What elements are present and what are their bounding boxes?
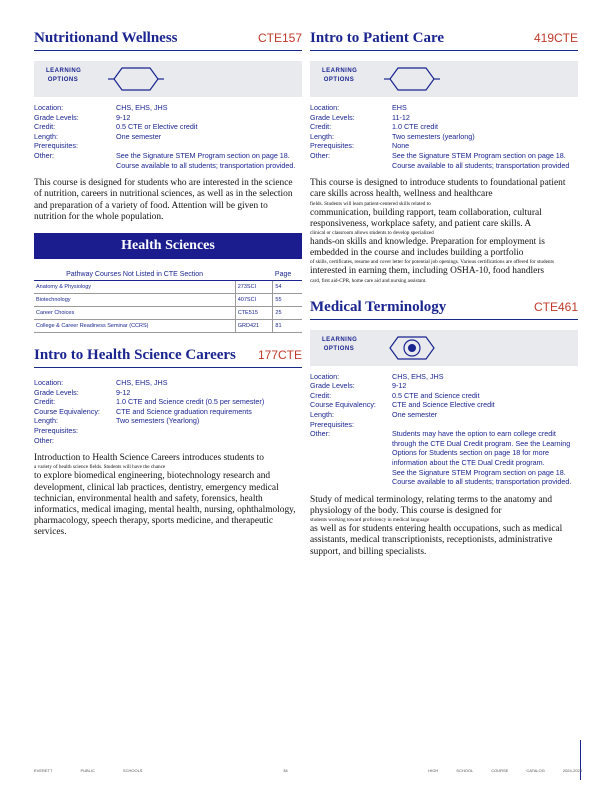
length-value: Two semesters (yearlong) — [392, 131, 475, 141]
course-name-cell: Biotechnology — [34, 293, 235, 306]
pathway-code-header — [235, 269, 273, 281]
prerequisites-label: Prerequisites: — [34, 425, 78, 435]
course-title: Intro to Patient Care — [310, 30, 445, 46]
footer-word: CATALOG — [526, 768, 545, 773]
prerequisites-value: None — [392, 141, 410, 151]
course-code: 419CTE — [533, 31, 578, 45]
grade-levels-label: Grade Levels: — [34, 112, 79, 122]
pathway-page-header: Page — [273, 269, 302, 281]
dual-credit-icon — [382, 334, 442, 362]
grade-levels-label: Grade Levels: — [310, 381, 355, 391]
course-equivalency-label: Course Equivalency: — [34, 406, 100, 416]
footer-word: PUBLIC — [80, 768, 95, 773]
other-value — [392, 429, 578, 487]
credit-value: 1.0 CTE and Science credit (0.5 per semester) — [116, 397, 265, 407]
course-code-cell: GRD421 — [235, 319, 273, 332]
intro-health-description — [34, 453, 302, 538]
learning-options-label: LEARNING OPTIONS — [46, 68, 82, 83]
credit-value: 1.0 CTE credit — [392, 122, 438, 132]
page-cell: 54 — [273, 280, 302, 293]
location-value: EHS — [392, 103, 407, 112]
other-dual-credit: Students may have the option to earn college credit through the CTE Dual Credit program. See the Learning Options for Students section on page 18 for more information about the CTE Dual Credit program. — [392, 429, 571, 467]
nutrition-description: This course is designed for students who are interested in the science of nutrition, careers in nutritional sciences, as well as in the selection and preparation of a variety of food. Attention will be given to nutrition for the whole population. — [34, 178, 293, 222]
table-row — [34, 280, 302, 293]
learning-options-label: LEARNING OPTIONS — [322, 68, 358, 83]
grade-levels-label: Grade Levels: — [34, 387, 79, 397]
course-code-cell: CTE515 — [235, 306, 273, 319]
grade-levels-label: Grade Levels: — [310, 112, 355, 122]
credit-label: Credit: — [310, 390, 332, 400]
course-title: Medical Terminology — [310, 298, 447, 315]
grade-levels-value: 9-12 — [116, 387, 131, 397]
grade-levels-value: 9-12 — [392, 381, 407, 391]
learning-options-box — [310, 61, 578, 97]
page-footer — [34, 768, 582, 773]
learning-options-icon — [106, 65, 166, 93]
footer-divider — [580, 740, 581, 780]
length-value: Two semesters (Yearlong) — [116, 416, 200, 426]
course-name-cell: Anatomy & Physiology — [34, 280, 235, 293]
footer-word: HIGH — [428, 768, 439, 773]
location-value: CHS, EHS, JHS — [116, 103, 168, 112]
description-text: to explore biomedical engineering, biotechnology research and development, clinical lab practices, dentistry, emergency medical technician, environmental health and safety, forensics, health informatics, medical imaging, mental health, nursing, ophthalmology, pharmacology, speech therapy, sports medicine, and therapeutic services. — [34, 471, 296, 538]
page-number: 38 — [283, 768, 288, 773]
footer-word: SCHOOL — [456, 768, 474, 773]
location-label: Location: — [34, 103, 64, 112]
intro-health-info — [34, 378, 302, 445]
course-equivalency-label: Course Equivalency: — [310, 400, 376, 410]
location-value: CHS, EHS, JHS — [116, 377, 168, 387]
description-text: Introduction to Health Science Careers introduces students to — [34, 453, 264, 464]
learning-options-box — [34, 61, 302, 97]
description-small-text: fields. Students will learn patient-centered skills related to — [310, 200, 431, 207]
page-cell: 55 — [273, 293, 302, 306]
learning-options-label: LEARNING OPTIONS — [322, 336, 358, 352]
credit-value: 0.5 CTE and Science credit — [392, 390, 480, 400]
description-small-text: card, first aid-CPR, home care aid and nursing assistant. — [310, 277, 427, 284]
description-text: communication, building rapport, team collaboration, cultural responsiveness, workplace safety, and patient care skills. A — [310, 207, 542, 229]
course-code: 177CTE — [257, 347, 302, 362]
credit-label: Credit: — [310, 122, 332, 132]
description-text: interested in earning them, including OSHA-10, food handlers — [310, 266, 545, 277]
course-name-cell: College & Career Readiness Seminar (CCRS) — [34, 319, 235, 332]
description-small-text: of skills, certificates, resume and cover letter for potential job openings. Various certifications are offered for students — [310, 259, 554, 266]
length-value: One semester — [116, 131, 162, 141]
prerequisites-label: Prerequisites: — [310, 419, 354, 429]
course-equivalency-value: CTE and Science graduation requirements — [116, 406, 252, 416]
description-small-text: a variety of health science fields. Students will have the chance — [34, 464, 166, 471]
table-row — [34, 306, 302, 319]
grade-levels-value: 9-12 — [116, 112, 131, 122]
other-label: Other: — [310, 429, 330, 439]
other-value: See the Signature STEM Program section on page 18. Course available to all students; transportation provided — [392, 150, 570, 170]
description-text: as well as for students entering health occupations, such as medical assistants, medical transcriptionists, receptionists, administrative support, and billing specialists. — [310, 524, 563, 557]
length-label: Length: — [310, 409, 334, 419]
patient-care-info — [310, 103, 578, 170]
other-stem: See the Signature STEM Program section on page 18. Course available to all students; transportation provided. — [392, 467, 572, 487]
pathway-table — [34, 269, 302, 333]
med-term-description — [310, 495, 578, 558]
location-label: Location: — [310, 371, 340, 381]
description-text: This course is designed to introduce students to foundational patient care skills across health, wellness and healthcare — [310, 178, 566, 200]
course-title: Intro to Health Science Careers — [34, 346, 236, 363]
location-value: CHS, EHS, JHS — [392, 371, 444, 381]
course-code-cell: 273SCI — [235, 280, 273, 293]
other-label: Other: — [34, 435, 54, 445]
footer-word: EVERETT — [34, 768, 53, 773]
credit-value: 0.5 CTE or Elective credit — [116, 122, 198, 132]
course-equivalency-value: CTE and Science Elective credit — [392, 400, 495, 410]
nutrition-title-row — [34, 30, 302, 51]
health-sciences-banner: Health Sciences — [34, 233, 302, 259]
pathway-header: Pathway Courses Not Listed in CTE Section — [34, 269, 235, 281]
length-label: Length: — [34, 416, 58, 426]
left-column — [34, 30, 302, 539]
page-cell: 81 — [273, 319, 302, 332]
right-column — [310, 30, 578, 558]
length-label: Length: — [310, 131, 334, 141]
course-code: CTE461 — [533, 299, 578, 314]
length-label: Length: — [34, 131, 58, 141]
table-row — [34, 319, 302, 332]
patient-care-title-row — [310, 30, 578, 51]
intro-health-title-row — [34, 347, 302, 368]
prerequisites-label: Prerequisites: — [310, 141, 354, 151]
other-label: Other: — [34, 150, 54, 160]
other-label: Other: — [310, 150, 330, 160]
learning-options-icon — [382, 65, 442, 93]
footer-word: SCHOOLS — [122, 768, 143, 773]
location-label: Location: — [310, 103, 340, 112]
course-name-cell: Career Choices — [34, 306, 235, 319]
description-small-text: clinical or classroom allows students to develop specialized — [310, 229, 434, 236]
length-value: One semester — [392, 409, 438, 419]
other-value: See the Signature STEM Program section on page 18. Course available to all students; transportation provided. — [116, 150, 296, 170]
prerequisites-label: Prerequisites: — [34, 141, 78, 151]
footer-right — [428, 768, 582, 773]
course-title: Nutritionand Wellness — [34, 30, 178, 46]
location-label: Location: — [34, 377, 64, 387]
page-cell: 25 — [273, 306, 302, 319]
table-row — [34, 293, 302, 306]
description-text: hands-on skills and knowledge. Preparation for employment is embedded in the course and includes building a portfolio — [310, 236, 545, 259]
footer-left — [34, 768, 142, 773]
description-small-text: students working toward proficiency in medical language — [310, 517, 430, 524]
learning-options-box — [310, 330, 578, 366]
med-term-info — [310, 372, 578, 487]
footer-word: 2024-2025 — [562, 768, 582, 773]
credit-label: Credit: — [34, 397, 56, 407]
description-text: Study of medical terminology, relating terms to the anatomy and physiology of the body. This course is designed for — [310, 494, 553, 516]
nutrition-info — [34, 103, 302, 170]
credit-label: Credit: — [34, 122, 56, 132]
patient-care-description — [310, 178, 578, 284]
course-code-cell: 407SCI — [235, 293, 273, 306]
course-code: CTE157 — [257, 31, 302, 45]
grade-levels-value: 11-12 — [392, 112, 410, 122]
footer-word: COURSE — [491, 768, 509, 773]
med-term-title-row — [310, 299, 578, 320]
